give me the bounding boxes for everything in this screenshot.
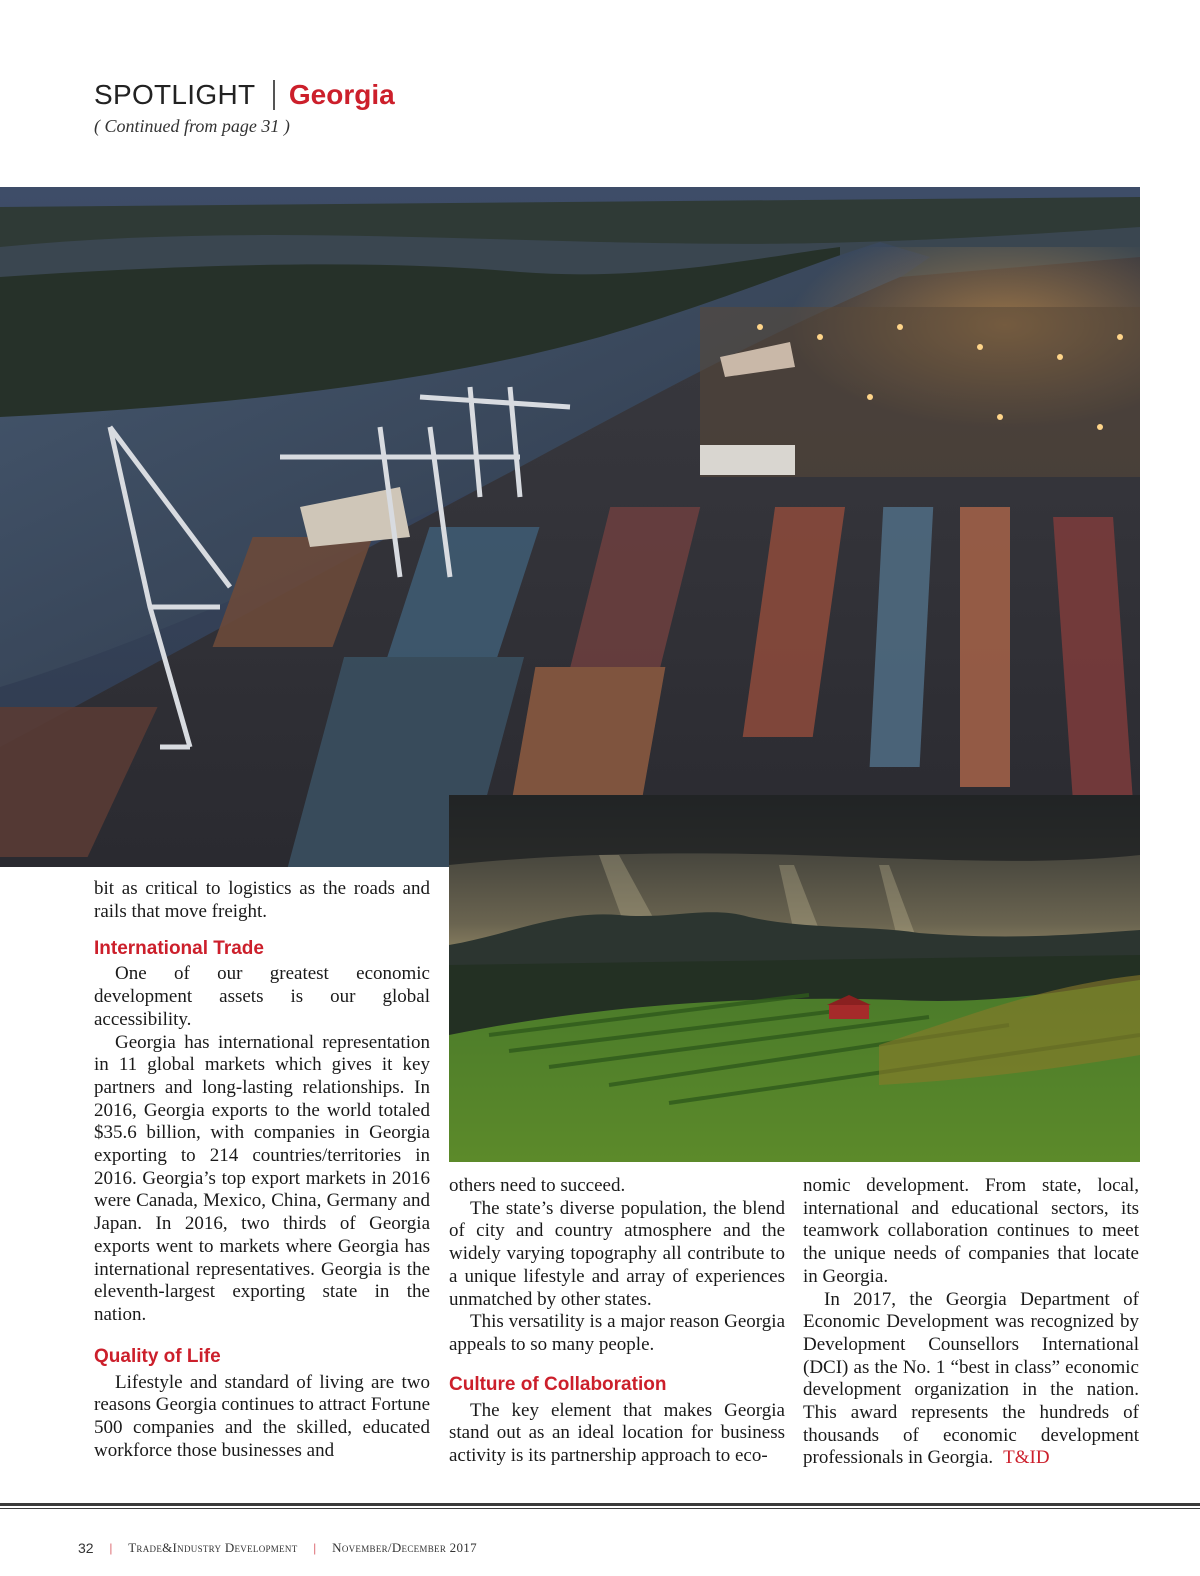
port-aerial-night-photo bbox=[0, 187, 1140, 867]
header-divider bbox=[273, 80, 275, 110]
paragraph: The state’s diverse population, the blend of city and country atmosphere and the widely varying topography all contribute to a unique lifestyle and array of experiences unmatched by other states. bbox=[449, 1197, 785, 1310]
continued-note: ( Continued from page 31 ) bbox=[94, 116, 290, 136]
paragraph: Georgia has international representation in 11 global markets which gives it key partners and long-lasting relationships. In 2016, Georgia exports to the world totaled $35.6 billion, with companies in Georgia exporting to 214 countries/territories in 2016. Georgia’s top export markets in 2016 were Canada, Mexico, China, Germany and Japan. In 2016, two thirds of Georgia exports went to markets where Georgia has international representatives. Georgia is the eleventh-largest exporting state in the nation. bbox=[94, 1031, 430, 1325]
paragraph bbox=[803, 1289, 1139, 1471]
paragraph: Lifestyle and standard of living are two reasons Georgia continues to attract Fortune 500 companies and the skilled, educated workforce those businesses and bbox=[94, 1371, 430, 1461]
paragraph: One of our greatest economic development assets is our global accessibility. bbox=[94, 963, 430, 1030]
page-header bbox=[94, 76, 395, 137]
paragraph: This versatility is a major reason Georgia appeals to so many people. bbox=[449, 1311, 785, 1355]
section-label: SPOTLIGHT bbox=[94, 79, 256, 110]
heading-international-trade: International Trade bbox=[94, 938, 264, 960]
paragraph: The key element that makes Georgia stand out as an ideal location for business activity is its partnership approach to eco- bbox=[449, 1399, 785, 1467]
column-3 bbox=[803, 1175, 1139, 1470]
footer-separator: | bbox=[109, 1540, 113, 1555]
paragraph: others need to succeed. bbox=[449, 1175, 626, 1196]
column-2 bbox=[449, 1175, 785, 1468]
vineyard-hills-photo bbox=[449, 795, 1140, 1162]
page-footer bbox=[78, 1540, 477, 1556]
issue-date: November/December 2017 bbox=[332, 1540, 477, 1555]
header-line bbox=[94, 76, 395, 114]
publication-name: Trade&Industry Development bbox=[128, 1540, 298, 1555]
end-mark: T&ID bbox=[1003, 1447, 1050, 1469]
paragraph-text: In 2017, the Georgia Department of Economic Development was recognized by Development Counsellors International (DCI) as the No. 1 “best in class” economic development organization in the nation. This award represents the hundreds of thousands of economic development professionals in Georgia. bbox=[803, 1288, 1139, 1469]
heading-quality-of-life: Quality of Life bbox=[94, 1345, 221, 1367]
footer-separator: | bbox=[313, 1540, 317, 1555]
page-number: 32 bbox=[78, 1540, 94, 1556]
footer-rule bbox=[0, 1503, 1200, 1506]
footer-rule-thin bbox=[0, 1508, 1200, 1509]
paragraph: bit as critical to logistics as the roads and rails that move freight. bbox=[94, 878, 430, 922]
column-1 bbox=[94, 878, 430, 1462]
paragraph: nomic development. From state, local, international and educational sectors, its teamwork collaboration continues to meet the unique needs of companies that locate in Georgia. bbox=[803, 1175, 1139, 1287]
heading-culture-of-collaboration: Culture of Collaboration bbox=[449, 1373, 667, 1395]
topic-title: Georgia bbox=[288, 79, 395, 110]
